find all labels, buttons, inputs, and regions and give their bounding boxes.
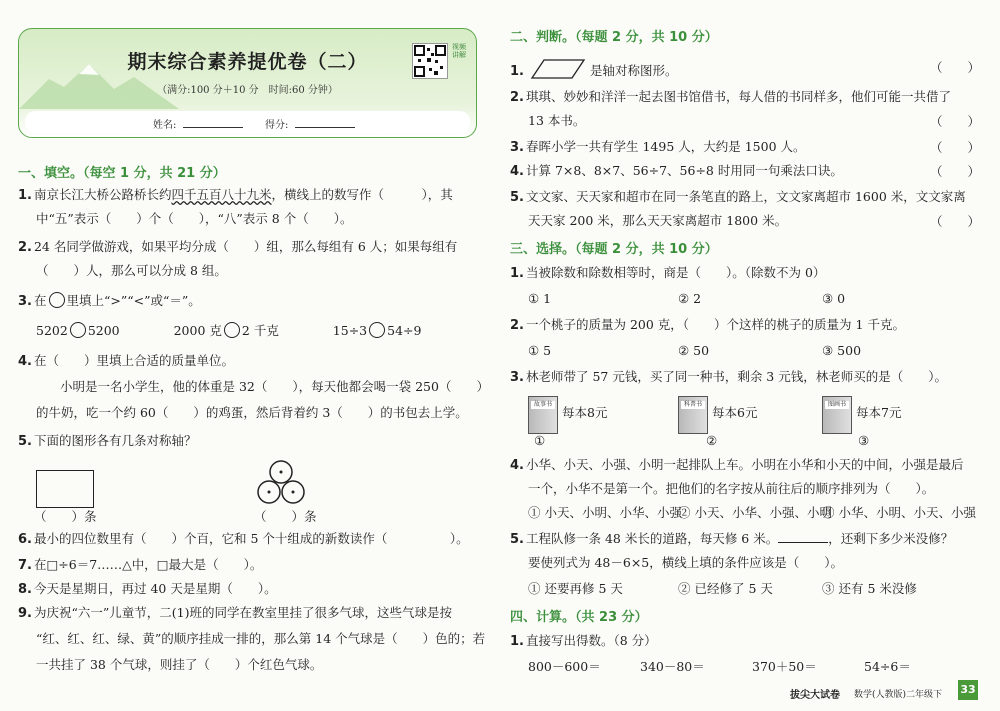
option-3-3-b[interactable]: ② bbox=[706, 433, 718, 448]
option-3-1-a[interactable]: ① 1 bbox=[528, 291, 552, 306]
question-3-4-cont: 一个，小华不是第一个。把他们的名字按从前往后的顺序排列为（ ）。 bbox=[528, 481, 935, 496]
question-1-9-line1: “红、红、红、绿、黄”的顺序挂成一排的，那么第 14 个气球是（ ）色的；若 bbox=[36, 631, 486, 646]
question-1-4-line2: 的牛奶，吃一个约 60（ ）的鸡蛋，然后背着约 3（ ）的书包去上学。 bbox=[36, 405, 468, 420]
calc-item-2[interactable]: 340－80＝ bbox=[640, 659, 705, 674]
name-score-strip bbox=[25, 111, 470, 133]
judge-answer-1[interactable]: （ ） bbox=[930, 60, 981, 75]
compare-circle-icon bbox=[49, 292, 65, 308]
option-3-3-c[interactable]: ③ bbox=[858, 433, 870, 448]
section-calc-heading: 四、计算。（共 23 分） bbox=[510, 610, 648, 625]
question-2-2-cont: 13 本书。 bbox=[528, 113, 586, 128]
qr-code-icon[interactable] bbox=[412, 43, 448, 79]
question-2-5: 5. 文文家、天天家和超市在同一条笔直的路上，文文家离超市 1600 米，文文家离 bbox=[510, 189, 966, 205]
question-2-2: 2. 琪琪、妙妙和洋洋一起去图书馆借书，每人借的书同样多，他们可能一共借了 bbox=[510, 89, 951, 105]
parallelogram-shape bbox=[530, 58, 586, 80]
judge-answer-4[interactable]: （ ） bbox=[930, 164, 981, 179]
symmetry-blank-2[interactable]: （ ）条 bbox=[254, 509, 317, 524]
question-2-3: 3. 春晖小学一共有学生 1495 人，大约是 1500 人。 bbox=[510, 139, 806, 155]
science-book-price: 每本6元 bbox=[712, 405, 758, 420]
question-1-7: 7. 在□÷6＝7……△中，□最大是（ ）。 bbox=[18, 557, 263, 573]
option-3-5-a[interactable]: ① 还要再修 5 天 bbox=[528, 581, 623, 596]
question-2-1: 1. 是轴对称图形。 bbox=[510, 58, 677, 81]
storybook-icon: 故事书 bbox=[528, 396, 558, 434]
calc-item-3[interactable]: 370＋50＝ bbox=[752, 659, 817, 674]
page-number: 33 bbox=[958, 680, 978, 700]
three-circles-shape bbox=[255, 458, 307, 508]
calc-item-1[interactable]: 800－600＝ bbox=[528, 659, 601, 674]
option-3-2-c[interactable]: ③ 500 bbox=[822, 343, 862, 358]
option-3-4-a[interactable]: ① 小天、小明、小华、小强 bbox=[528, 505, 682, 520]
question-1-2-cont: （ ）人，那么可以分成 8 组。 bbox=[36, 263, 227, 278]
symmetry-blank-1[interactable]: （ ）条 bbox=[34, 509, 97, 524]
section-fill-blank-heading: 一、填空。（每空 1 分，共 21 分） bbox=[18, 166, 226, 181]
option-3-1-c[interactable]: ③ 0 bbox=[822, 291, 846, 306]
option-3-2-b[interactable]: ② 50 bbox=[678, 343, 710, 358]
storybook-price: 每本8元 bbox=[562, 405, 608, 420]
question-3-4: 4. 小华、小天、小强、小明一起排队上车。小明在小华和小天的中间，小强是最后 bbox=[510, 457, 964, 473]
footer-subject: 数学(人教版)二年级下 bbox=[854, 690, 943, 700]
question-1-3: 3. 在 里填上“>”“<”或“＝”。 bbox=[18, 293, 201, 309]
name-field[interactable] bbox=[183, 127, 243, 128]
compare-circle-icon[interactable] bbox=[224, 322, 240, 338]
score-label: 得分: bbox=[265, 120, 289, 131]
science-book-icon: 科普书 bbox=[678, 396, 708, 434]
question-1-8: 8. 今天是星期日，再过 40 天是星期（ ）。 bbox=[18, 581, 277, 597]
picture-book-price: 每本7元 bbox=[856, 405, 902, 420]
question-1-5: 5. 下面的图形各有几条对称轴？ bbox=[18, 433, 197, 449]
exam-header bbox=[18, 28, 477, 138]
question-3-5-cont: 要使列式为 48－6×5，横线上填的条件应该是（ ）。 bbox=[528, 555, 844, 570]
compare-row: 5202 5200 2000 克 2 千克 15÷3 54÷9 bbox=[36, 323, 422, 338]
option-3-4-c[interactable]: ③ 小华、小明、小天、小强 bbox=[822, 505, 976, 520]
option-3-3-a[interactable]: ① bbox=[534, 433, 546, 448]
question-3-2: 2. 一个桃子的质量为 200 克，（ ）个这样的桃子的质量为 1 千克。 bbox=[510, 317, 905, 333]
section-choice-heading: 三、选择。（每题 2 分，共 10 分） bbox=[510, 242, 718, 257]
qr-label: 视频讲解 bbox=[452, 43, 466, 59]
judge-answer-3[interactable]: （ ） bbox=[930, 140, 981, 155]
question-2-5-cont: 天天家 200 米，那么天天家离超市 1800 米。 bbox=[528, 213, 788, 228]
option-3-5-c[interactable]: ③ 还有 5 米没修 bbox=[822, 581, 917, 596]
rectangle-shape bbox=[36, 470, 94, 508]
name-label: 姓名: bbox=[153, 120, 177, 131]
question-1-9-line2: 一共挂了 38 个气球，则挂了（ ）个红色气球。 bbox=[36, 657, 323, 672]
question-1-2: 2. 24 名同学做游戏，如果平均分成（ ）组，那么每组有 6 人；如果每组有 bbox=[18, 239, 458, 255]
question-1-6: 6. 最小的四位数里有（ ）个百，它和 5 个十组成的新数读作（ ）。 bbox=[18, 531, 469, 547]
question-1-4: 4. 在（ ）里填上合适的质量单位。 bbox=[18, 353, 234, 369]
section-judge-heading: 二、判断。（每题 2 分，共 10 分） bbox=[510, 30, 718, 45]
question-1-1-cont: 中“五”表示（ ）个（ ），“八”表示 8 个（ ）。 bbox=[36, 211, 353, 226]
option-3-2-a[interactable]: ① 5 bbox=[528, 343, 552, 358]
picture-book-icon: 图画书 bbox=[822, 396, 852, 434]
option-3-4-b[interactable]: ② 小天、小华、小强、小明 bbox=[678, 505, 832, 520]
option-3-5-b[interactable]: ② 已经修了 5 天 bbox=[678, 581, 773, 596]
question-3-3: 3. 林老师带了 57 元钱，买了同一种书，剩余 3 元钱，林老师买的是（ ）。 bbox=[510, 369, 947, 385]
score-field[interactable] bbox=[295, 127, 355, 128]
exam-title: 期末综合素养提优卷（二） bbox=[127, 51, 368, 73]
question-1-4-line1: 小明是一名小学生，他的体重是 32（ ），每天他都会喝一袋 250（ ） bbox=[60, 379, 489, 394]
compare-circle-icon[interactable] bbox=[70, 322, 86, 338]
question-4-1: 1. 直接写出得数。（8 分） bbox=[510, 633, 657, 649]
question-3-1: 1. 当被除数和除数相等时，商是（ ）。（除数不为 0） bbox=[510, 265, 826, 281]
footer-brand: 拔尖大试卷 bbox=[790, 690, 840, 701]
judge-answer-5[interactable]: （ ） bbox=[930, 214, 981, 229]
question-1-9: 9. 为庆祝“六一”儿童节，二(1)班的同学在教室里挂了很多气球，这些气球是按 bbox=[18, 605, 452, 621]
question-2-4: 4. 计算 7×8、8×7、56÷7、56÷8 时用同一句乘法口诀。 bbox=[510, 163, 843, 179]
question-3-5: 5. 工程队修一条 48 米长的道路，每天修 6 米。 ，还剩下多少米没修？ bbox=[510, 531, 954, 547]
question-1-1: 1. 南京长江大桥公路桥长约四千五百八十九米，横线上的数写作（ ），其 bbox=[18, 187, 453, 203]
calc-item-4[interactable]: 54÷6＝ bbox=[864, 659, 911, 674]
judge-answer-2[interactable]: （ ） bbox=[930, 114, 981, 129]
compare-circle-icon[interactable] bbox=[369, 322, 385, 338]
exam-subtitle: （满分:100 分＋10 分 时间:60 分钟） bbox=[157, 85, 338, 96]
option-3-1-b[interactable]: ② 2 bbox=[678, 291, 702, 306]
